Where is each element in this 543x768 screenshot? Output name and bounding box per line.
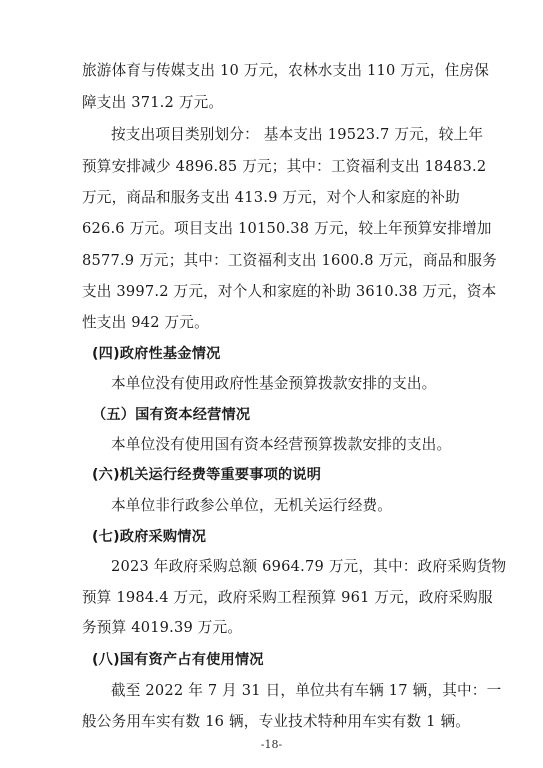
page-number: -18- xyxy=(260,738,283,751)
section-8-line-1: 截至 2022 年 7 月 31 日，单位共有车辆 17 辆，其中：一 xyxy=(111,682,502,699)
section-4-text: 本单位没有使用政府性基金预算拨款安排的支出。 xyxy=(111,375,437,392)
section-8-line-2: 般公务用车实有数 16 辆，专业技术特种用车实有数 1 辆。 xyxy=(82,713,471,730)
section-7-line-3: 务预算 4019.39 万元。 xyxy=(82,619,243,636)
section-heading-5: （五）国有资本经营情况 xyxy=(92,407,251,423)
section-heading-8: (八)国有资产占有使用情况 xyxy=(92,652,264,668)
paragraph-2-line-1: 按支出项目类别划分： 基本支出 19523.7 万元，较上年 xyxy=(111,126,484,143)
paragraph-2-line-6: 支出 3997.2 万元，对个人和家庭的补助 3610.38 万元，资本 xyxy=(82,283,497,300)
paragraph-2-line-2: 预算安排减少 4896.85 万元；其中：工资福利支出 18483.2 xyxy=(82,158,487,175)
paragraph-2-line-3: 万元，商品和服务支出 413.9 万元，对个人和家庭的补助 xyxy=(82,189,460,206)
paragraph-1-line-1: 旅游体育与传媒支出 10 万元，农林水支出 110 万元，住房保 xyxy=(82,62,490,79)
section-6-text: 本单位非行政参公单位，无机关运行经费。 xyxy=(111,497,393,514)
paragraph-2-line-5: 8577.9 万元；其中：工资福利支出 1600.8 万元，商品和服务 xyxy=(82,252,497,269)
paragraph-1-line-2: 障支出 371.2 万元。 xyxy=(82,94,224,111)
section-heading-4: (四)政府性基金情况 xyxy=(92,346,221,362)
section-7-line-1: 2023 年政府采购总额 6964.79 万元，其中：政府采购货物 xyxy=(111,558,507,575)
section-5-text: 本单位没有使用国有资本经营预算拨款安排的支出。 xyxy=(111,436,452,453)
paragraph-2-line-4: 626.6 万元。项目支出 10150.38 万元，较上年预算安排增加 xyxy=(82,220,492,237)
section-7-line-2: 预算 1984.4 万元，政府采购工程预算 961 万元，政府采购服 xyxy=(82,589,493,606)
section-heading-6: (六)机关运行经费等重要事项的说明 xyxy=(92,467,322,483)
section-heading-7: (七)政府采购情况 xyxy=(92,529,207,545)
paragraph-2-line-7: 性支出 942 万元。 xyxy=(82,314,209,331)
